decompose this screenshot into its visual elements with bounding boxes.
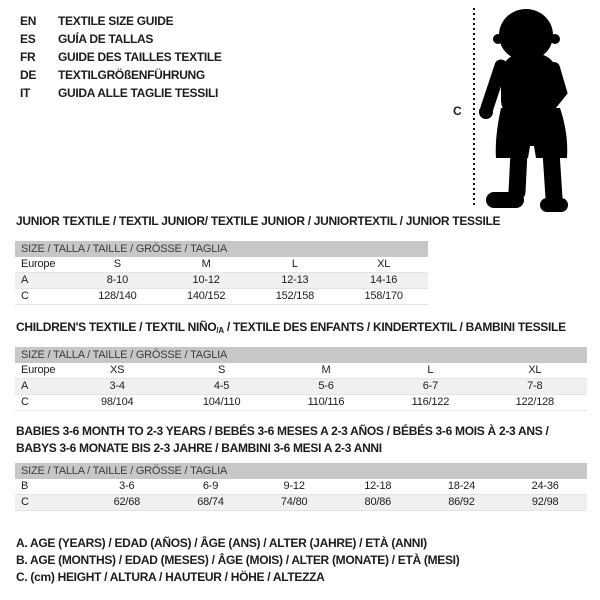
lang-title: TEXTILGRÖßENFÜHRUNG: [58, 68, 205, 82]
size-header-label: SIZE / TALLA / TAILLE / GRÖSSE / TAGLIA: [15, 347, 587, 363]
table-cell: XS: [65, 363, 169, 379]
lang-row-it: [20, 84, 222, 102]
table-cell: 5-6: [274, 379, 378, 395]
table-cell: 14-16: [339, 273, 428, 289]
table-cell: 158/170: [339, 289, 428, 305]
lang-code: FR: [20, 50, 36, 64]
table-cell: 98/104: [65, 395, 169, 411]
table-cell: 152/158: [251, 289, 340, 305]
size-header-bar: [15, 463, 587, 479]
table-cell: L: [251, 257, 340, 273]
table-cell: 104/110: [169, 395, 273, 411]
height-measure-label: C: [453, 104, 462, 118]
table-cell: 116/122: [378, 395, 482, 411]
children-size-table: [15, 347, 587, 411]
footnote-legend: [16, 535, 459, 587]
size-header-label: SIZE / TALLA / TAILLE / GRÖSSE / TAGLIA: [15, 463, 587, 479]
table-cell: M: [274, 363, 378, 379]
lang-title: TEXTILE SIZE GUIDE: [58, 14, 174, 28]
row-label: C: [15, 289, 73, 305]
table-cell: 3-6: [85, 479, 169, 495]
table-row-height: [15, 289, 428, 305]
table-row-europe: [15, 363, 587, 379]
lang-code: ES: [20, 32, 36, 46]
size-header-label: SIZE / TALLA / TAILLE / GRÖSSE / TAGLIA: [15, 241, 428, 257]
children-section-title: [16, 319, 566, 340]
table-cell: 8-10: [73, 273, 162, 289]
table-cell: 9-12: [252, 479, 336, 495]
table-cell: 12-18: [336, 479, 420, 495]
row-label: A: [15, 273, 73, 289]
table-row-europe: [15, 257, 428, 273]
table-cell: 7-8: [483, 379, 587, 395]
table-row-height: [15, 395, 587, 411]
table-row-age: [15, 379, 587, 395]
table-cell: L: [378, 363, 482, 379]
table-cell: 68/74: [169, 495, 253, 511]
row-label: A: [15, 379, 65, 395]
table-cell: 6-7: [378, 379, 482, 395]
babies-title-line2: BABYS 3-6 MONATE BIS 2-3 JAHRE / BAMBINI 3-6 MESI A 2-3 ANNI: [16, 440, 382, 455]
babies-section-title: [16, 423, 548, 456]
lang-title: GUIDA ALLE TAGLIE TESSILI: [58, 86, 219, 100]
table-cell: 18-24: [420, 479, 504, 495]
table-cell: M: [162, 257, 251, 273]
footnote-a: A. AGE (YEARS) / EDAD (AÑOS) / ÂGE (ANS) / ALTER (JAHRE) / ETÀ (ANNI): [16, 536, 427, 550]
table-cell: 122/128: [483, 395, 587, 411]
table-cell: 128/140: [73, 289, 162, 305]
row-label: Europe: [15, 363, 65, 379]
children-title-suffix: / TEXTILE DES ENFANTS / KINDERTEXTIL / BAMBINI TESSILE: [223, 320, 566, 334]
junior-section-title: JUNIOR TEXTILE / TEXTIL JUNIOR/ TEXTILE JUNIOR / JUNIORTEXTIL / JUNIOR TESSILE: [16, 214, 501, 228]
table-cell: 92/98: [503, 495, 587, 511]
table-row-months: [15, 479, 587, 495]
language-title-list: [20, 12, 222, 102]
row-label: Europe: [15, 257, 73, 273]
lang-row-es: [20, 30, 222, 48]
table-cell: XL: [483, 363, 587, 379]
table-cell: 86/92: [420, 495, 504, 511]
row-label: C: [15, 395, 65, 411]
lang-row-de: [20, 66, 222, 84]
table-cell: 140/152: [162, 289, 251, 305]
row-label: B: [15, 479, 85, 495]
lang-title: GUIDE DES TAILLES TEXTILE: [58, 50, 222, 64]
babies-title-line1: BABIES 3-6 MONTH TO 2-3 YEARS / BEBÉS 3-6 MESES A 2-3 AÑOS / BÉBÉS 3-6 MOIS À 2-3 ANS /: [16, 424, 549, 438]
baby-silhouette-icon: [470, 2, 594, 214]
table-cell: 62/68: [85, 495, 169, 511]
lang-row-fr: [20, 48, 222, 66]
table-cell: 6-9: [169, 479, 253, 495]
table-cell: 3-4: [65, 379, 169, 395]
table-cell: S: [73, 257, 162, 273]
row-label: C: [15, 495, 85, 511]
table-row-height: [15, 495, 587, 511]
lang-code: EN: [20, 14, 37, 28]
table-cell: 74/80: [252, 495, 336, 511]
table-row-age: [15, 273, 428, 289]
lang-code: IT: [20, 86, 31, 100]
table-cell: 24-36: [503, 479, 587, 495]
table-cell: 12-13: [251, 273, 340, 289]
size-header-bar: [15, 347, 587, 363]
lang-code: DE: [20, 68, 37, 82]
size-header-bar: [15, 241, 428, 257]
footnote-b: B. AGE (MONTHS) / EDAD (MESES) / ÂGE (MOIS) / ALTER (MONATE) / ETÀ (MESI): [16, 553, 460, 568]
junior-size-table: [15, 241, 428, 305]
table-cell: 4-5: [169, 379, 273, 395]
children-title-prefix: CHILDREN'S TEXTILE / TEXTIL NIÑO: [16, 320, 217, 334]
footnote-c: C. (cm) HEIGHT / ALTURA / HAUTEUR / HÖHE / ALTEZZA: [16, 570, 325, 585]
babies-size-table: [15, 463, 587, 511]
children-title-subscript: /A: [216, 326, 224, 335]
lang-row-en: [20, 12, 222, 30]
table-cell: XL: [339, 257, 428, 273]
table-cell: 10-12: [162, 273, 251, 289]
lang-title: GUÍA DE TALLAS: [58, 32, 154, 46]
table-cell: 110/116: [274, 395, 378, 411]
table-cell: 80/86: [336, 495, 420, 511]
table-cell: S: [169, 363, 273, 379]
